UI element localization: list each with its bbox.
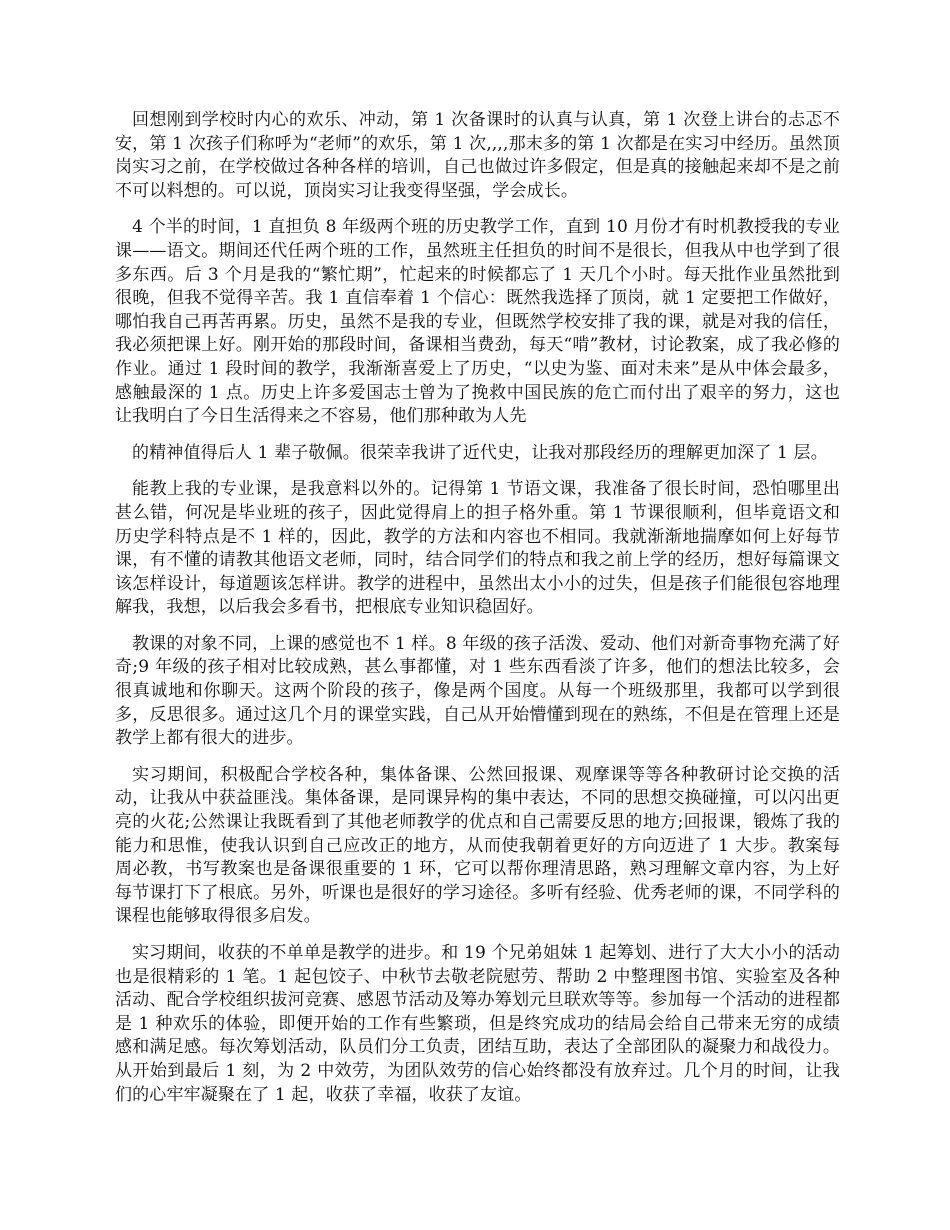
document-body: [115, 109, 840, 1120]
paragraph-7: 实习期间，收获的不单单是教学的进步。和 19 个兄弟姐妹 1 起筹划、进行了大大小小的活动也是很精彩的 1 笔。1 起包饺子、中秋节去敬老院慰劳、帮助 2 中整理图书馆、实验室及各种活动、配合学校组织拔河竞赛、感恩节活动及筹办筹划元旦联欢等等。参加每一个活动的进程都是 1 种欢乐的体验，即便开始的工作有些繁琐，但是终究成功的结局会给自己带来无穷的成绩感和满足感。每次筹划活动，队员们分工负责，团结互助，表达了全部团队的凝聚力和战役力。从开始到最后 1 刻，为 2 中效劳，为团队效劳的信心始终都没有放弃过。几个月的时间，让我们的心牢牢凝聚在了 1 起，收获了幸福，收获了友谊。: [115, 943, 840, 1105]
paragraph-5: 教课的对象不同，上课的感觉也不 1 样。8 年级的孩子活泼、爱动、他们对新奇事物充满了好奇;9 年级的孩子相对比较成熟，甚么事都懂，对 1 些东西看淡了许多，他们的想法比较多，会很真诚地和你聊天。这两个阶段的孩子，像是两个国度。从每一个班级那里，我都可以学到很多，反思很多。通过这几个月的课堂实践，自己从开始懵懂到现在的熟练，不但是在管理上还是教学上都有很大的进步。: [115, 633, 840, 749]
paragraph-4: 能教上我的专业课，是我意料以外的。记得第 1 节语文课，我准备了很长时间，恐怕哪里出甚么错，何况是毕业班的孩子，因此觉得肩上的担子格外重。第 1 节课很顺利，但毕竟语文和历史学科特点是不 1 样的，因此，教学的方法和内容也不相同。我就渐渐地揣摩如何上好每节课，有不懂的请教其他语文老师，同时，结合同学们的特点和我之前上学的经历，想好每篇课文该怎样设计，每道题该怎样讲。教学的进程中，虽然出太小小的过失，但是孩子们能很包容地理解我，我想，以后我会多看书，把根底专业知识稳固好。: [115, 479, 840, 618]
paragraph-3: 的精神值得后人 1 辈子敬佩。很荣幸我讲了近代史，让我对那段经历的理解更加深了 1 层。: [132, 442, 828, 463]
paragraph-2: 4 个半的时间，1 直担负 8 年级两个班的历史教学工作，直到 10 月份才有时机教授我的专业课——语文。期间还代任两个班的工作，虽然班主任担负的时间不是很长，但我从中也学到了很多东西。后 3 个月是我的“繁忙期”，忙起来的时候都忘了 1 天几个小时。每天批作业虽然批到很晚，但我不觉得辛苦。我 1 直信奉着 1 个信心：既然我选择了顶岗，就 1 定要把工作做好，哪怕我自己再苦再累。历史，虽然不是我的专业，但既然学校安排了我的课，就是对我的信任，我必须把课上好。刚开始的那段时间，备课相当费劲，每天“啃”教材，讨论教案，成了我必修的作业。通过 1 段时间的教学，我渐渐喜爱上了历史，“以史为鉴、面对未来”是从中体会最多，感触最深的 1 点。历史上许多爱国志士曾为了挽救中国民族的危亡而付出了艰辛的努力，这也让我明白了今日生活得来之不容易，他们那种敢为人先: [115, 217, 840, 427]
paragraph-6: 实习期间，积极配合学校各种，集体备课、公然回报课、观摩课等等各种教研讨论交换的活动，让我从中获益匪浅。集体备课，是同课异构的集中表达，不同的思想交换碰撞，可以闪出更亮的火花;公然课让我既看到了其他老师教学的优点和自己需要反思的地方;回报课，锻炼了我的能力和思惟，使我认识到自己应改正的地方，从而使我朝着更好的方向迈进了 1 大步。教案每周必教，书写教案也是备课很重要的 1 环，它可以帮你理清思路，熟习理解文章内容，为上好每节课打下了根底。另外，听课也是很好的学习途径。多听有经验、优秀老师的课，不同学科的课程也能够取得很多启发。: [115, 764, 840, 927]
paragraph-1: 回想刚到学校时内心的欢乐、冲动，第 1 次备课时的认真与认真，第 1 次登上讲台的忐忑不安，第 1 次孩子们称呼为“老师”的欢乐，第 1 次,,,,那末多的第 1 次都是在实习中经历。虽然顶岗实习之前，在学校做过各种各样的培训，自己也做过许多假定，但是真的接触起来却不是之前不可以料想的。可以说，顶岗实习让我变得坚强，学会成长。: [115, 110, 840, 201]
